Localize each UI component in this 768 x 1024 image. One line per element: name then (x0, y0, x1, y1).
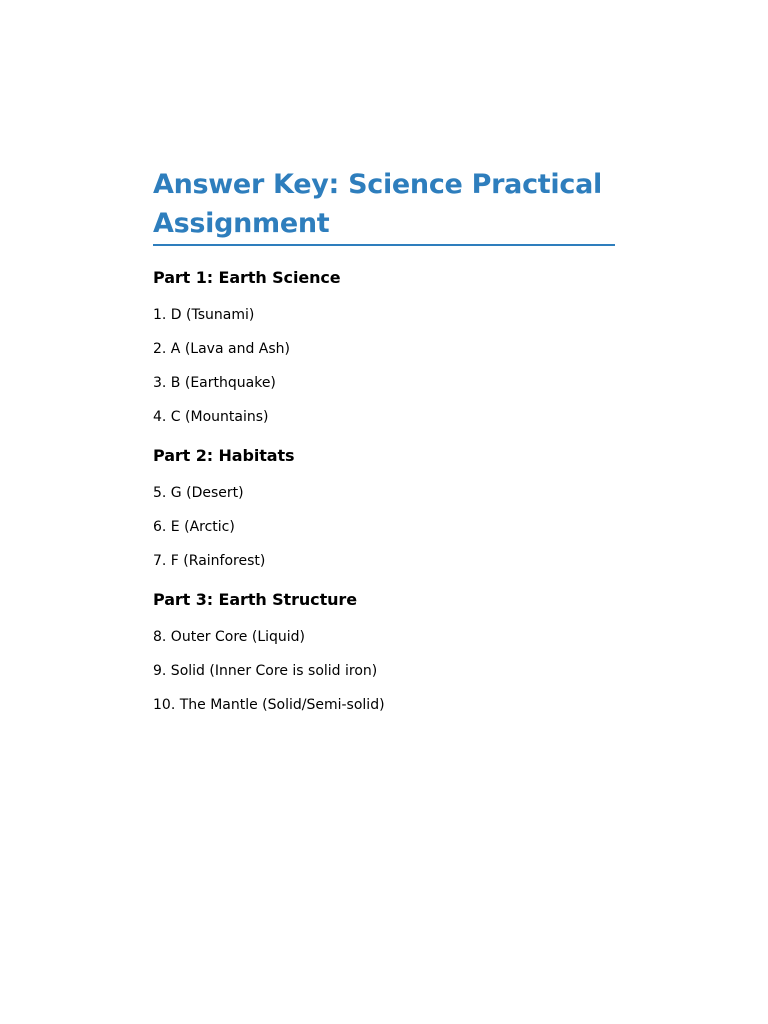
section-part-2 (153, 445, 615, 571)
section-part-1 (153, 267, 615, 427)
answer-list (153, 483, 615, 571)
answer-item: 7. F (Rainforest) (153, 553, 266, 569)
answer-item: 8. Outer Core (Liquid) (153, 629, 306, 645)
answer-item: 5. G (Desert) (153, 485, 244, 501)
answer-key-page (153, 165, 615, 715)
section-heading: Part 1: Earth Science (153, 268, 341, 287)
section-heading: Part 3: Earth Structure (153, 590, 357, 609)
answer-item: 10. The Mantle (Solid/Semi-solid) (153, 697, 385, 713)
answer-item: 1. D (Tsunami) (153, 307, 255, 323)
answer-list (153, 627, 615, 715)
answer-item: 2. A (Lava and Ash) (153, 341, 290, 357)
section-heading: Part 2: Habitats (153, 446, 295, 465)
answer-item: 9. Solid (Inner Core is solid iron) (153, 663, 378, 679)
answer-item: 3. B (Earthquake) (153, 375, 276, 391)
answer-list (153, 305, 615, 427)
answer-item: 6. E (Arctic) (153, 519, 235, 535)
page-title: Answer Key: Science Practical Assignment (153, 165, 615, 246)
answer-item: 4. C (Mountains) (153, 409, 269, 425)
section-part-3 (153, 589, 615, 715)
